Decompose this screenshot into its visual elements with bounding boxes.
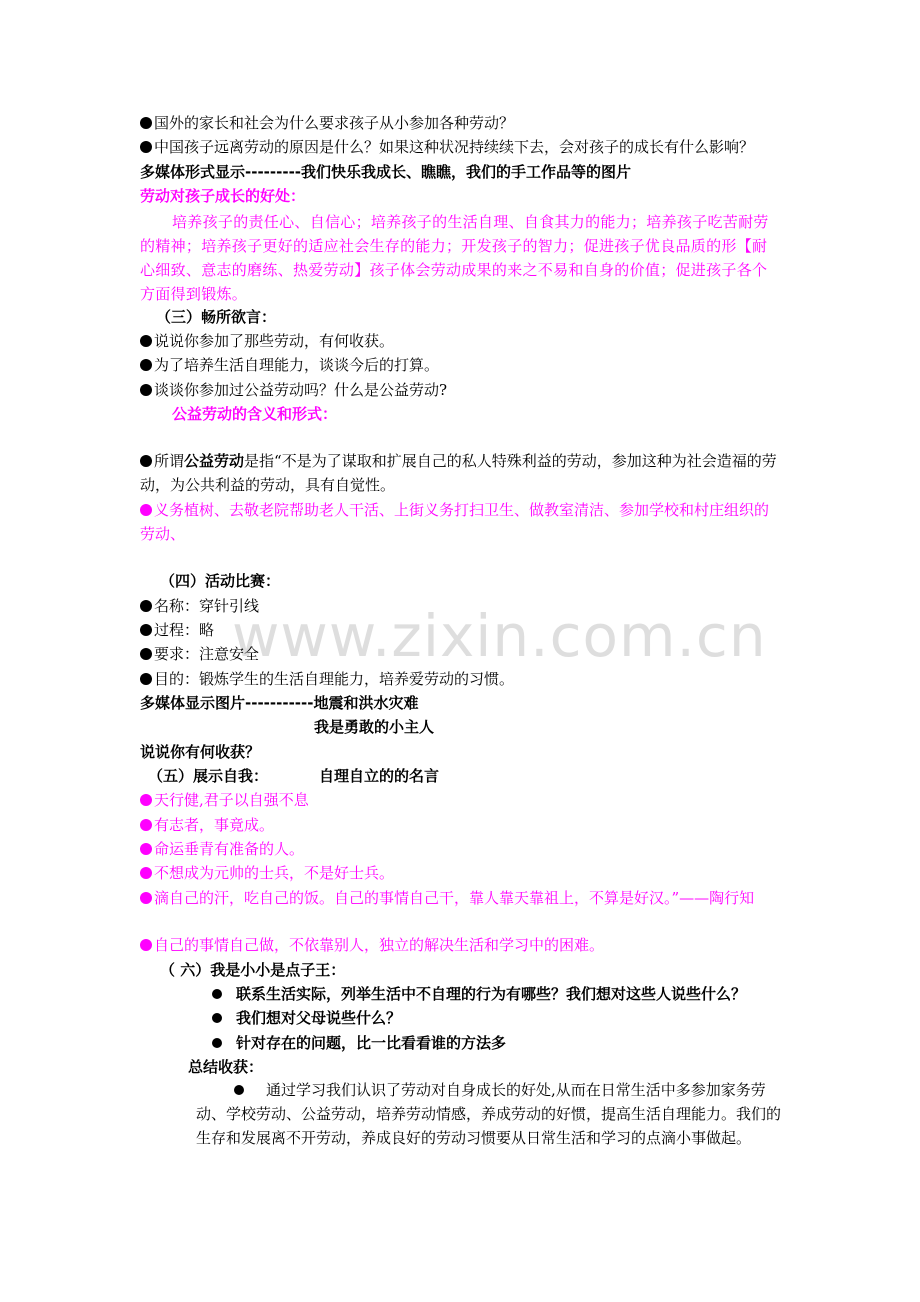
list-item: 说说你参加了那些劳动，有何收获。 <box>140 331 394 351</box>
section-heading-6: （ 六）我是小小是点子王： <box>160 961 346 979</box>
prompt-text: 说说你有何收获？ <box>140 743 261 761</box>
list-item: 谈谈你参加过公益劳动吗？什么是公益劳动? <box>140 380 447 400</box>
bullet-icon <box>140 794 152 806</box>
forms-paragraph: 义务植树、去敬老院帮助老人干活、上街义务打扫卫生、做教室清洁、参加学校和村庄组织的劳动、 <box>140 501 770 543</box>
summary-heading: 总结收获： <box>188 1058 264 1076</box>
gongyi-heading: 公益劳动的含义和形式： <box>172 405 338 423</box>
bullet-icon <box>140 867 152 879</box>
quote-item: 自己的事情自己做，不依靠别人，独立的解决生活和学习中的困难。 <box>140 935 604 955</box>
bullet-icon <box>140 335 152 347</box>
section-heading-5: （五）展示自我： <box>148 767 269 785</box>
bullet-icon <box>140 892 152 904</box>
list-item: 目的：锻炼学生的生活自理能力，培养爱劳动的习惯。 <box>140 669 514 689</box>
bullet-icon <box>212 1013 222 1023</box>
question-text: 中国孩子远离劳动的原因是什么？如果这种状况持续续下去，会对孩子的成长有什么影响？ <box>154 138 755 156</box>
bullet-icon <box>140 117 152 129</box>
list-item: 过程：略 <box>140 620 214 640</box>
media-note: 多媒体形式显示---------我们快乐我成长、瞧瞧，我们的手工作品等的图片 <box>140 163 632 181</box>
media-subtitle: 我是勇敢的小主人 <box>314 718 435 736</box>
list-item: 针对存在的问题，比一比看看谁的方法多 <box>212 1033 506 1053</box>
bullet-icon <box>212 989 222 999</box>
summary-paragraph: 通过学习我们认识了劳动对自身成长的好处,从而在日常生活中多参加家务劳动、学校劳动、公益劳动，培养劳动情感，养成劳动的好惯，提高生活自理能力。我们的生存和发展离不开劳动，养成良好的劳动习惯要从日常生活和学习的点滴小事做起。 <box>196 1081 782 1147</box>
list-item: 为了培养生活自理能力，谈谈今后的打算。 <box>140 355 439 375</box>
media-note: 多媒体显示图片-----------地震和洪水灾难 <box>140 694 419 712</box>
question-text: 国外的家长和社会为什么要求孩子从小参加各种劳动？ <box>154 114 515 132</box>
bullet-icon <box>140 141 152 153</box>
bullet-icon <box>140 939 152 951</box>
bullet-icon <box>140 624 152 636</box>
list-item: 联系生活实际，列举生活中不自理的行为有哪些？我们想对这些人说些什么？ <box>212 984 746 1004</box>
quote-item: 有志者，事竟成。 <box>140 815 274 835</box>
bullet-icon <box>140 600 152 612</box>
question-line <box>140 113 514 133</box>
section-heading-4: （四）活动比赛： <box>160 572 281 590</box>
bullet-icon <box>140 648 152 660</box>
quote-item: 滴自己的汗，吃自己的饭。自己的事情自己干，靠人靠天靠祖上，不算是好汉。”——陶行知 <box>140 886 782 910</box>
bullet-icon <box>140 359 152 371</box>
definition-term: 公益劳动 <box>184 452 245 470</box>
question-line <box>140 137 754 157</box>
quote-item: 不想成为元帅的士兵，不是好士兵。 <box>140 863 394 883</box>
watermark: www.zixin.com.cn <box>232 602 767 670</box>
bullet-icon <box>212 1038 222 1048</box>
bullet-icon <box>140 819 152 831</box>
quote-item: 命运垂青有准备的人。 <box>140 839 304 859</box>
list-item: 我们想对父母说些什么？ <box>212 1008 401 1028</box>
bullet-icon <box>140 843 152 855</box>
bullet-icon <box>234 1085 244 1095</box>
bullet-icon <box>140 673 152 685</box>
benefit-heading: 劳动对孩子成长的好处： <box>140 187 306 205</box>
list-item: 名称：穿针引线 <box>140 596 259 616</box>
quote-item: 天行健,君子以自强不息 <box>140 790 309 810</box>
bullet-icon <box>140 455 152 467</box>
definition-paragraph: 所谓公益劳动是指“不是为了谋取和扩展自己的私人特殊利益的劳动，参加这种为社会造福的劳动，为公共利益的劳动，具有自觉性。 <box>140 452 777 494</box>
bullet-icon <box>140 384 152 396</box>
benefit-paragraph: 培养孩子的责任心、自信心；培养孩子的生活自理、自食其力的能力；培养孩子吃苦耐劳的精神；培养孩子更好的适应社会生存的能力；开发孩子的智力；促进孩子优良品质的形【耐心细致、意志的磨练、热爱劳动】孩子体会劳动成果的来之不易和自身的价值；促进孩子各个方面得到锻炼。 <box>140 213 769 303</box>
bullet-icon <box>140 504 152 516</box>
section-subtitle-5: 自理自立的的名言 <box>319 767 440 785</box>
section-heading-3: （三）畅所欲言： <box>156 308 277 326</box>
list-item: 要求：注意安全 <box>140 644 259 664</box>
